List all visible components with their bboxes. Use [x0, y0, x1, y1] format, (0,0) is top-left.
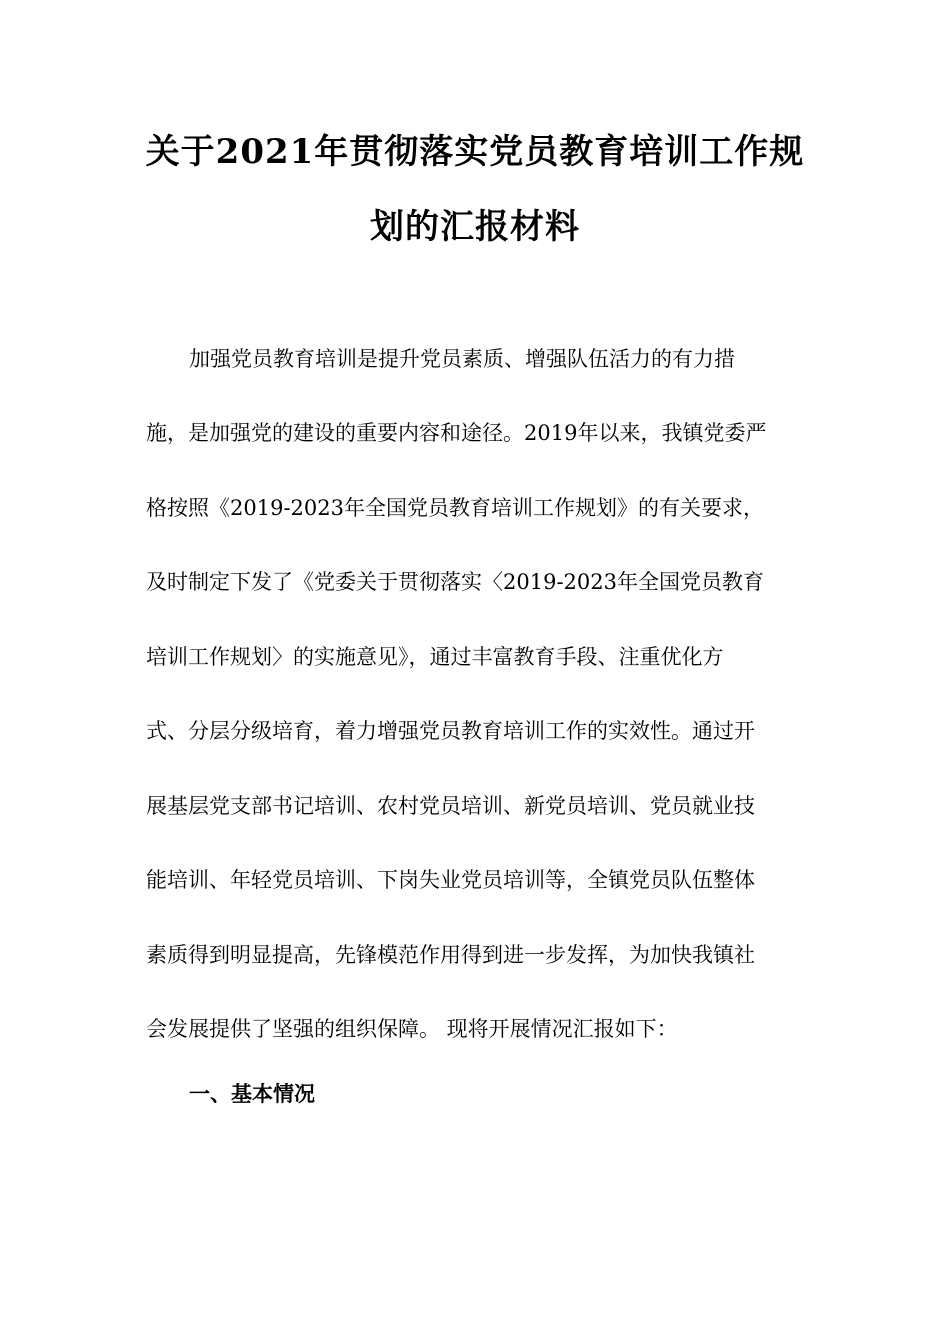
section-heading: 一、基本情况 [189, 1081, 315, 1106]
paragraph-line: 施，是加强党的建设的重要内容和途径。2019年以来，我镇党委严 [146, 421, 767, 445]
paragraph-line: 展基层党支部书记培训、农村党员培训、新党员培训、党员就业技 [146, 794, 755, 818]
paragraph-line: 式、分层分级培育，着力增强党员教育培训工作的实效性。通过开 [146, 719, 755, 743]
paragraph-line: 加强党员教育培训是提升党员素质、增强队伍活力的有力措 [189, 347, 735, 371]
paragraph-line: 格按照《2019-2023年全国党员教育培训工作规划》的有关要求， [146, 496, 764, 520]
paragraph-line: 能培训、年轻党员培训、下岗失业党员培训等，全镇党员队伍整体 [146, 868, 755, 892]
document-title-line-2: 划的汇报材料 [370, 207, 580, 247]
paragraph-line: 培训工作规划〉的实施意见》，通过丰富教育手段、注重优化方 [146, 645, 724, 669]
paragraph-line: 及时制定下发了《党委关于贯彻落实〈2019-2023年全国党员教育 [146, 570, 764, 594]
document-title-line-1: 关于2021年贯彻落实党员教育培训工作规 [145, 132, 805, 172]
paragraph-line: 会发展提供了坚强的组织保障。 现将开展情况汇报如下： [146, 1017, 678, 1041]
paragraph-line: 素质得到明显提高，先锋模范作用得到进一步发挥，为加快我镇社 [146, 943, 755, 967]
